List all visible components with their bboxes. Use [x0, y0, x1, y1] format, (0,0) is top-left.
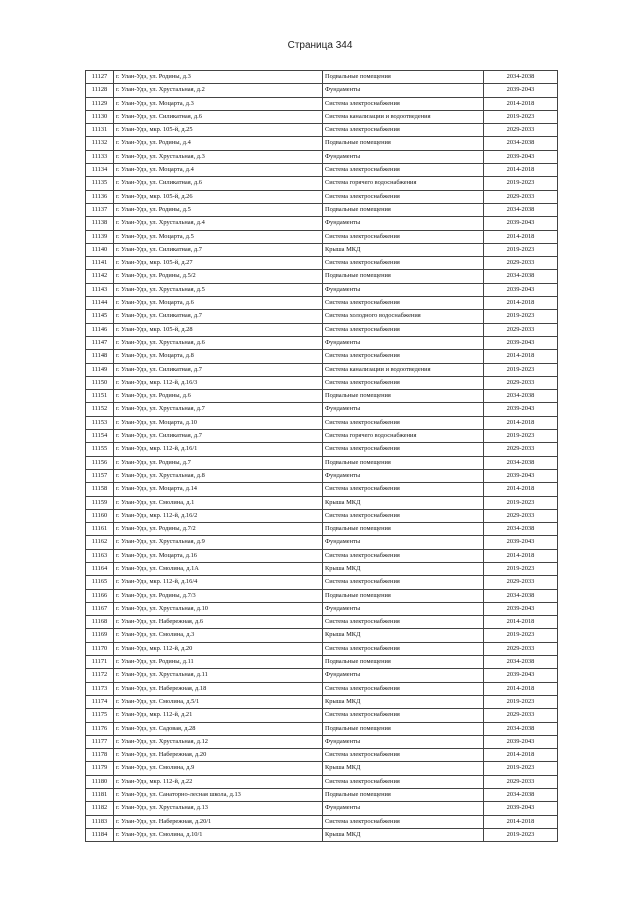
row-number-cell: 11175: [86, 709, 114, 722]
address-cell: г. Улан-Удэ, мкр. 112-й, д.16/2: [114, 509, 323, 522]
period-cell: 2034-2038: [484, 137, 558, 150]
period-cell: 2034-2038: [484, 722, 558, 735]
system-cell: Фундаменты: [323, 150, 484, 163]
table-row: [86, 416, 558, 429]
row-number-cell: 11180: [86, 775, 114, 788]
period-cell: 2014-2018: [484, 483, 558, 496]
system-cell: Подвальные помещения: [323, 523, 484, 536]
period-cell: 2014-2018: [484, 97, 558, 110]
address-cell: г. Улан-Удэ, ул. Моцарта, д.3: [114, 97, 323, 110]
address-cell: г. Улан-Удэ, мкр. 105-й, д.27: [114, 257, 323, 270]
row-number-cell: 11172: [86, 669, 114, 682]
row-number-cell: 11143: [86, 283, 114, 296]
table-row: [86, 735, 558, 748]
row-number-cell: 11163: [86, 549, 114, 562]
repair-schedule-table: [85, 70, 558, 842]
system-cell: Система электроснабжения: [323, 376, 484, 389]
address-cell: г. Улан-Удэ, ул. Силикатная, д.7: [114, 363, 323, 376]
period-cell: 2029-2033: [484, 709, 558, 722]
row-number-cell: 11149: [86, 363, 114, 376]
table-row: [86, 656, 558, 669]
row-number-cell: 11148: [86, 350, 114, 363]
table-row: [86, 243, 558, 256]
system-cell: Система электроснабжения: [323, 775, 484, 788]
row-number-cell: 11137: [86, 203, 114, 216]
system-cell: Крыша МКД: [323, 562, 484, 575]
address-cell: г. Улан-Удэ, ул. Набережная, д.20: [114, 749, 323, 762]
table-row: [86, 257, 558, 270]
row-number-cell: 11135: [86, 177, 114, 190]
system-cell: Система электроснабжения: [323, 749, 484, 762]
table-row: [86, 549, 558, 562]
row-number-cell: 11139: [86, 230, 114, 243]
period-cell: 2014-2018: [484, 416, 558, 429]
address-cell: г. Улан-Удэ, ул. Набережная, д.20/1: [114, 815, 323, 828]
period-cell: 2039-2043: [484, 669, 558, 682]
address-cell: г. Улан-Удэ, ул. Садовая, д.28: [114, 722, 323, 735]
period-cell: 2029-2033: [484, 190, 558, 203]
address-cell: г. Улан-Удэ, ул. Родины, д.11: [114, 656, 323, 669]
address-cell: г. Улан-Удэ, ул. Хрустальная, д.6: [114, 336, 323, 349]
row-number-cell: 11173: [86, 682, 114, 695]
period-cell: 2029-2033: [484, 376, 558, 389]
period-cell: 2019-2023: [484, 430, 558, 443]
table-row: [86, 815, 558, 828]
address-cell: г. Улан-Удэ, ул. Родины, д.5/2: [114, 270, 323, 283]
address-cell: г. Улан-Удэ, ул. Хрустальная, д.8: [114, 469, 323, 482]
row-number-cell: 11145: [86, 310, 114, 323]
system-cell: Система электроснабжения: [323, 549, 484, 562]
period-cell: 2039-2043: [484, 536, 558, 549]
row-number-cell: 11146: [86, 323, 114, 336]
period-cell: 2019-2023: [484, 177, 558, 190]
row-number-cell: 11171: [86, 656, 114, 669]
system-cell: Система электроснабжения: [323, 164, 484, 177]
address-cell: г. Улан-Удэ, ул. Смолина, д.5/1: [114, 695, 323, 708]
table-row: [86, 536, 558, 549]
address-cell: г. Улан-Удэ, ул. Смолина, д.1А: [114, 562, 323, 575]
period-cell: 2039-2043: [484, 217, 558, 230]
row-number-cell: 11184: [86, 828, 114, 841]
row-number-cell: 11132: [86, 137, 114, 150]
system-cell: Система электроснабжения: [323, 483, 484, 496]
system-cell: Фундаменты: [323, 735, 484, 748]
address-cell: г. Улан-Удэ, мкр. 112-й, д.22: [114, 775, 323, 788]
table-row: [86, 629, 558, 642]
table-row: [86, 722, 558, 735]
row-number-cell: 11179: [86, 762, 114, 775]
row-number-cell: 11131: [86, 124, 114, 137]
period-cell: 2039-2043: [484, 84, 558, 97]
address-cell: г. Улан-Удэ, ул. Моцарта, д.4: [114, 164, 323, 177]
row-number-cell: 11169: [86, 629, 114, 642]
system-cell: Система электроснабжения: [323, 616, 484, 629]
system-cell: Система электроснабжения: [323, 323, 484, 336]
table-row: [86, 496, 558, 509]
period-cell: 2034-2038: [484, 390, 558, 403]
system-cell: Система горячего водоснабжения: [323, 430, 484, 443]
row-number-cell: 11155: [86, 443, 114, 456]
system-cell: Система электроснабжения: [323, 815, 484, 828]
system-cell: Фундаменты: [323, 283, 484, 296]
system-cell: Подвальные помещения: [323, 456, 484, 469]
page-number-header: Страница 344: [287, 40, 353, 51]
system-cell: Подвальные помещения: [323, 71, 484, 84]
system-cell: Система электроснабжения: [323, 709, 484, 722]
address-cell: г. Улан-Удэ, ул. Набережная, д.18: [114, 682, 323, 695]
system-cell: Крыша МКД: [323, 496, 484, 509]
address-cell: г. Улан-Удэ, ул. Хрустальная, д.9: [114, 536, 323, 549]
period-cell: 2034-2038: [484, 456, 558, 469]
row-number-cell: 11154: [86, 430, 114, 443]
table-body: [86, 71, 558, 842]
address-cell: г. Улан-Удэ, ул. Хрустальная, д.7: [114, 403, 323, 416]
row-number-cell: 11157: [86, 469, 114, 482]
system-cell: Фундаменты: [323, 336, 484, 349]
system-cell: Подвальные помещения: [323, 722, 484, 735]
period-cell: 2014-2018: [484, 749, 558, 762]
address-cell: г. Улан-Удэ, ул. Набережная, д.6: [114, 616, 323, 629]
system-cell: Подвальные помещения: [323, 270, 484, 283]
table-row: [86, 350, 558, 363]
period-cell: 2019-2023: [484, 310, 558, 323]
period-cell: 2019-2023: [484, 828, 558, 841]
period-cell: 2029-2033: [484, 509, 558, 522]
row-number-cell: 11138: [86, 217, 114, 230]
period-cell: 2039-2043: [484, 403, 558, 416]
address-cell: г. Улан-Удэ, ул. Родины, д.4: [114, 137, 323, 150]
row-number-cell: 11183: [86, 815, 114, 828]
system-cell: Система электроснабжения: [323, 350, 484, 363]
system-cell: Система электроснабжения: [323, 642, 484, 655]
address-cell: г. Улан-Удэ, мкр. 112-й, д.16/3: [114, 376, 323, 389]
table-row: [86, 336, 558, 349]
system-cell: Подвальные помещения: [323, 203, 484, 216]
address-cell: г. Улан-Удэ, мкр. 105-й, д.25: [114, 124, 323, 137]
period-cell: 2039-2043: [484, 735, 558, 748]
row-number-cell: 11140: [86, 243, 114, 256]
table-row: [86, 283, 558, 296]
system-cell: Фундаменты: [323, 669, 484, 682]
table-row: [86, 456, 558, 469]
system-cell: Система электроснабжения: [323, 97, 484, 110]
table-row: [86, 749, 558, 762]
table-row: [86, 523, 558, 536]
address-cell: г. Улан-Удэ, ул. Санаторно-лесная школа, д.13: [114, 789, 323, 802]
table-row: [86, 789, 558, 802]
period-cell: 2014-2018: [484, 230, 558, 243]
table-row: [86, 203, 558, 216]
row-number-cell: 11181: [86, 789, 114, 802]
system-cell: Система электроснабжения: [323, 297, 484, 310]
row-number-cell: 11174: [86, 695, 114, 708]
row-number-cell: 11150: [86, 376, 114, 389]
address-cell: г. Улан-Удэ, ул. Силикатная, д.7: [114, 430, 323, 443]
system-cell: Подвальные помещения: [323, 789, 484, 802]
system-cell: Фундаменты: [323, 469, 484, 482]
address-cell: г. Улан-Удэ, мкр. 112-й, д.16/4: [114, 576, 323, 589]
period-cell: 2034-2038: [484, 589, 558, 602]
row-number-cell: 11147: [86, 336, 114, 349]
address-cell: г. Улан-Удэ, ул. Родины, д.3: [114, 71, 323, 84]
address-cell: г. Улан-Удэ, ул. Моцарта, д.16: [114, 549, 323, 562]
table-row: [86, 71, 558, 84]
address-cell: г. Улан-Удэ, ул. Смолина, д.1: [114, 496, 323, 509]
row-number-cell: 11141: [86, 257, 114, 270]
row-number-cell: 11165: [86, 576, 114, 589]
table-row: [86, 443, 558, 456]
period-cell: 2034-2038: [484, 789, 558, 802]
table-row: [86, 270, 558, 283]
address-cell: г. Улан-Удэ, ул. Родины, д.7/3: [114, 589, 323, 602]
table-row: [86, 828, 558, 841]
table-row: [86, 97, 558, 110]
system-cell: Подвальные помещения: [323, 589, 484, 602]
period-cell: 2034-2038: [484, 523, 558, 536]
period-cell: 2019-2023: [484, 629, 558, 642]
system-cell: Система электроснабжения: [323, 443, 484, 456]
system-cell: Фундаменты: [323, 536, 484, 549]
table-row: [86, 190, 558, 203]
period-cell: 2029-2033: [484, 642, 558, 655]
period-cell: 2014-2018: [484, 682, 558, 695]
address-cell: г. Улан-Удэ, ул. Моцарта, д.10: [114, 416, 323, 429]
table-row: [86, 84, 558, 97]
address-cell: г. Улан-Удэ, ул. Хрустальная, д.12: [114, 735, 323, 748]
row-number-cell: 11161: [86, 523, 114, 536]
system-cell: Фундаменты: [323, 403, 484, 416]
period-cell: 2029-2033: [484, 257, 558, 270]
table-row: [86, 589, 558, 602]
row-number-cell: 11133: [86, 150, 114, 163]
system-cell: Система электроснабжения: [323, 190, 484, 203]
table-row: [86, 137, 558, 150]
row-number-cell: 11164: [86, 562, 114, 575]
system-cell: Система электроснабжения: [323, 682, 484, 695]
address-cell: г. Улан-Удэ, ул. Родины, д.7: [114, 456, 323, 469]
address-cell: г. Улан-Удэ, ул. Хрустальная, д.11: [114, 669, 323, 682]
table-row: [86, 695, 558, 708]
row-number-cell: 11144: [86, 297, 114, 310]
table-row: [86, 469, 558, 482]
address-cell: г. Улан-Удэ, ул. Хрустальная, д.5: [114, 283, 323, 296]
system-cell: Система холодного водоснабжения: [323, 310, 484, 323]
table-row: [86, 150, 558, 163]
address-cell: г. Улан-Удэ, мкр. 112-й, д.16/1: [114, 443, 323, 456]
period-cell: 2029-2033: [484, 775, 558, 788]
system-cell: Подвальные помещения: [323, 390, 484, 403]
period-cell: 2029-2033: [484, 124, 558, 137]
table-row: [86, 709, 558, 722]
address-cell: г. Улан-Удэ, ул. Хрустальная, д.4: [114, 217, 323, 230]
address-cell: г. Улан-Удэ, ул. Хрустальная, д.3: [114, 150, 323, 163]
period-cell: 2029-2033: [484, 443, 558, 456]
address-cell: г. Улан-Удэ, ул. Моцарта, д.14: [114, 483, 323, 496]
system-cell: Система электроснабжения: [323, 230, 484, 243]
system-cell: Крыша МКД: [323, 762, 484, 775]
system-cell: Крыша МКД: [323, 243, 484, 256]
system-cell: Система электроснабжения: [323, 416, 484, 429]
system-cell: Система канализации и водоотведения: [323, 110, 484, 123]
table-row: [86, 802, 558, 815]
address-cell: г. Улан-Удэ, ул. Родины, д.7/2: [114, 523, 323, 536]
table-row: [86, 642, 558, 655]
address-cell: г. Улан-Удэ, ул. Хрустальная, д.10: [114, 602, 323, 615]
address-cell: г. Улан-Удэ, ул. Хрустальная, д.13: [114, 802, 323, 815]
row-number-cell: 11177: [86, 735, 114, 748]
period-cell: 2039-2043: [484, 150, 558, 163]
row-number-cell: 11128: [86, 84, 114, 97]
address-cell: г. Улан-Удэ, мкр. 105-й, д.26: [114, 190, 323, 203]
table-row: [86, 297, 558, 310]
table-row: [86, 430, 558, 443]
period-cell: 2039-2043: [484, 283, 558, 296]
row-number-cell: 11162: [86, 536, 114, 549]
row-number-cell: 11151: [86, 390, 114, 403]
row-number-cell: 11170: [86, 642, 114, 655]
system-cell: Система электроснабжения: [323, 576, 484, 589]
system-cell: Система электроснабжения: [323, 509, 484, 522]
period-cell: 2014-2018: [484, 815, 558, 828]
row-number-cell: 11129: [86, 97, 114, 110]
period-cell: 2019-2023: [484, 562, 558, 575]
address-cell: г. Улан-Удэ, ул. Родины, д.5: [114, 203, 323, 216]
table-row: [86, 310, 558, 323]
address-cell: г. Улан-Удэ, ул. Смолина, д.10/1: [114, 828, 323, 841]
address-cell: г. Улан-Удэ, ул. Смолина, д.9: [114, 762, 323, 775]
period-cell: 2019-2023: [484, 110, 558, 123]
table-row: [86, 323, 558, 336]
period-cell: 2014-2018: [484, 164, 558, 177]
period-cell: 2034-2038: [484, 203, 558, 216]
table-row: [86, 177, 558, 190]
row-number-cell: 11167: [86, 602, 114, 615]
system-cell: Фундаменты: [323, 84, 484, 97]
row-number-cell: 11142: [86, 270, 114, 283]
row-number-cell: 11152: [86, 403, 114, 416]
period-cell: 2019-2023: [484, 695, 558, 708]
row-number-cell: 11136: [86, 190, 114, 203]
address-cell: г. Улан-Удэ, ул. Силикатная, д.6: [114, 110, 323, 123]
table-row: [86, 124, 558, 137]
table-row: [86, 483, 558, 496]
period-cell: 2019-2023: [484, 363, 558, 376]
system-cell: Фундаменты: [323, 602, 484, 615]
table-row: [86, 217, 558, 230]
address-cell: г. Улан-Удэ, ул. Смолина, д.3: [114, 629, 323, 642]
system-cell: Фундаменты: [323, 217, 484, 230]
address-cell: г. Улан-Удэ, ул. Хрустальная, д.2: [114, 84, 323, 97]
address-cell: г. Улан-Удэ, ул. Силикатная, д.7: [114, 310, 323, 323]
table-row: [86, 376, 558, 389]
period-cell: 2039-2043: [484, 802, 558, 815]
row-number-cell: 11176: [86, 722, 114, 735]
period-cell: 2019-2023: [484, 243, 558, 256]
system-cell: Подвальные помещения: [323, 656, 484, 669]
address-cell: г. Улан-Удэ, мкр. 105-й, д.28: [114, 323, 323, 336]
row-number-cell: 11160: [86, 509, 114, 522]
period-cell: 2034-2038: [484, 656, 558, 669]
table-row: [86, 669, 558, 682]
address-cell: г. Улан-Удэ, ул. Моцарта, д.6: [114, 297, 323, 310]
row-number-cell: 11130: [86, 110, 114, 123]
period-cell: 2014-2018: [484, 549, 558, 562]
table-row: [86, 230, 558, 243]
table-row: [86, 682, 558, 695]
table-row: [86, 363, 558, 376]
table-row: [86, 576, 558, 589]
address-cell: г. Улан-Удэ, ул. Моцарта, д.5: [114, 230, 323, 243]
row-number-cell: 11158: [86, 483, 114, 496]
system-cell: Система канализации и водоотведения: [323, 363, 484, 376]
table-row: [86, 403, 558, 416]
system-cell: Система электроснабжения: [323, 124, 484, 137]
period-cell: 2039-2043: [484, 336, 558, 349]
row-number-cell: 11153: [86, 416, 114, 429]
period-cell: 2039-2043: [484, 602, 558, 615]
system-cell: Подвальные помещения: [323, 137, 484, 150]
address-cell: г. Улан-Удэ, мкр. 112-й, д.20: [114, 642, 323, 655]
address-cell: г. Улан-Удэ, ул. Моцарта, д.8: [114, 350, 323, 363]
row-number-cell: 11168: [86, 616, 114, 629]
row-number-cell: 11134: [86, 164, 114, 177]
table-row: [86, 602, 558, 615]
period-cell: 2034-2038: [484, 270, 558, 283]
system-cell: Крыша МКД: [323, 828, 484, 841]
system-cell: Крыша МКД: [323, 695, 484, 708]
row-number-cell: 11156: [86, 456, 114, 469]
system-cell: Крыша МКД: [323, 629, 484, 642]
table-row: [86, 616, 558, 629]
row-number-cell: 11166: [86, 589, 114, 602]
table-row: [86, 390, 558, 403]
period-cell: 2029-2033: [484, 323, 558, 336]
row-number-cell: 11182: [86, 802, 114, 815]
table-row: [86, 775, 558, 788]
table-row: [86, 562, 558, 575]
period-cell: 2014-2018: [484, 616, 558, 629]
period-cell: 2029-2033: [484, 576, 558, 589]
system-cell: Фундаменты: [323, 802, 484, 815]
period-cell: 2039-2043: [484, 469, 558, 482]
address-cell: г. Улан-Удэ, ул. Родины, д.6: [114, 390, 323, 403]
address-cell: г. Улан-Удэ, мкр. 112-й, д.21: [114, 709, 323, 722]
period-cell: 2019-2023: [484, 496, 558, 509]
table-row: [86, 762, 558, 775]
table-row: [86, 509, 558, 522]
period-cell: 2014-2018: [484, 350, 558, 363]
row-number-cell: 11127: [86, 71, 114, 84]
row-number-cell: 11159: [86, 496, 114, 509]
address-cell: г. Улан-Удэ, ул. Силикатная, д.6: [114, 177, 323, 190]
system-cell: Система электроснабжения: [323, 257, 484, 270]
period-cell: 2019-2023: [484, 762, 558, 775]
system-cell: Система горячего водоснабжения: [323, 177, 484, 190]
period-cell: 2014-2018: [484, 297, 558, 310]
row-number-cell: 11178: [86, 749, 114, 762]
period-cell: 2034-2038: [484, 71, 558, 84]
address-cell: г. Улан-Удэ, ул. Силикатная, д.7: [114, 243, 323, 256]
table-row: [86, 164, 558, 177]
table-row: [86, 110, 558, 123]
